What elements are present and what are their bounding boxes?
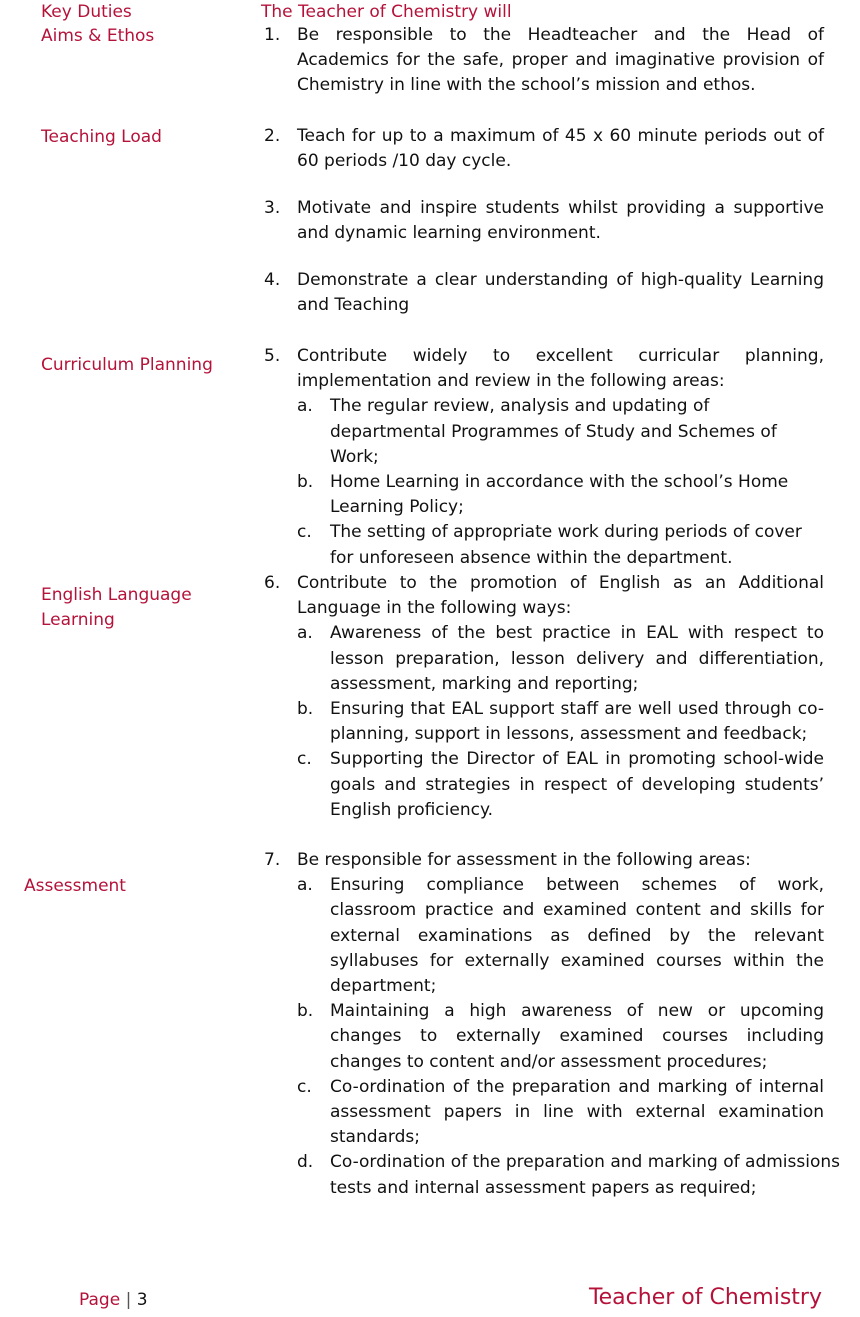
duty-item (264, 848, 844, 1201)
sub-text: Awareness of the best practice in EAL with respect to lesson preparation, lesson delivery and differentiation, assessment, marking and reporting; (330, 623, 824, 694)
heading-english-language: English Language (41, 585, 192, 605)
sub-text: Home Learning in accordance with the school’s Home Learning Policy; (330, 472, 789, 518)
duty-number: 2. (264, 126, 281, 146)
heading-teaching-load: Teaching Load (41, 127, 162, 147)
sub-letter: b. (297, 699, 314, 720)
sub-text: Maintaining a high awareness of new or upcoming changes to externally examined courses including changes to content and/or assessment procedures; (330, 1001, 824, 1072)
sub-letter: c. (297, 1076, 312, 1097)
sub-letter: a. (297, 623, 313, 644)
document-title: Teacher of Chemistry (588, 1285, 822, 1310)
sub-letter: c. (297, 522, 312, 543)
sub-text: The regular review, analysis and updating of departmental Programmes of Study and Schemes of Work; (330, 396, 777, 467)
sub-text: Co-ordination of the preparation and marking of internal assessment papers in line with external examination standards; (330, 1076, 824, 1148)
sub-item (297, 747, 824, 823)
page-number: 3 (136, 1290, 148, 1310)
sub-text: Ensuring that EAL support staff are well used through co-planning, support in lessons, assessment and feedback; (330, 699, 824, 745)
duty-text: Motivate and inspire students whilst providing a supportive and dynamic learning environment. (297, 198, 824, 244)
heading-key-duties: Key Duties (41, 2, 132, 22)
sub-item (297, 621, 824, 697)
sub-item (297, 873, 824, 999)
duty-item (264, 344, 824, 571)
sub-item (297, 1150, 844, 1200)
duty-text: Be responsible for assessment in the following areas: (297, 850, 751, 870)
sub-letter: b. (297, 472, 314, 493)
duty-number: 5. (264, 346, 281, 366)
page-indicator (79, 1288, 148, 1313)
duty-item (264, 571, 824, 823)
duty-item (264, 23, 824, 99)
duty-number: 1. (264, 25, 281, 45)
duty-text: Demonstrate a clear understanding of high-quality Learning and Teaching (297, 270, 824, 316)
duty-number: 7. (264, 850, 281, 870)
duty-number: 6. (264, 573, 281, 593)
intro-line: The Teacher of Chemistry will (261, 2, 512, 22)
sub-item (297, 697, 824, 747)
duty-item (264, 124, 824, 174)
sub-item (297, 520, 824, 570)
sub-letter: d. (297, 1152, 314, 1173)
sub-item (297, 999, 824, 1075)
duty-number: 4. (264, 270, 281, 290)
duty-text: Teach for up to a maximum of 45 x 60 minute periods out of 60 periods /10 day cycle. (297, 126, 824, 172)
sub-letter: a. (297, 875, 313, 896)
sub-item (297, 394, 824, 470)
sub-text: Co-ordination of the preparation and marking of admissions tests and internal assessment papers as required; (330, 1152, 840, 1198)
sub-letter: a. (297, 396, 313, 417)
page-separator: | (125, 1290, 132, 1310)
sub-letter: b. (297, 1001, 314, 1022)
duty-item (264, 268, 824, 318)
duty-text: Be responsible to the Headteacher and the Head of Academics for the safe, proper and imaginative provision of Chemistry in line with the school’s mission and ethos. (297, 25, 824, 96)
duty-number: 3. (264, 198, 281, 218)
heading-english-learning: Learning (41, 610, 115, 630)
sub-item (297, 470, 824, 520)
page-label: Page (79, 1290, 121, 1310)
sub-text: Ensuring compliance between schemes of work, classroom practice and examined content and skills for external examinations as defined by the relevant syllabuses for externally examined courses within the department; (330, 875, 824, 997)
duty-item (264, 196, 824, 246)
heading-assessment: Assessment (24, 876, 126, 896)
duty-text: Contribute widely to excellent curricular planning, implementation and review in the following areas: (297, 346, 824, 392)
duty-text: Contribute to the promotion of English as an Additional Language in the following ways: (297, 573, 824, 619)
sub-text: Supporting the Director of EAL in promoting school-wide goals and strategies in respect of developing students’ English proficiency. (330, 749, 824, 820)
sub-letter: c. (297, 749, 312, 770)
sub-text: The setting of appropriate work during periods of cover for unforeseen absence within the department. (330, 522, 802, 568)
heading-curriculum-planning: Curriculum Planning (41, 355, 213, 375)
heading-aims-ethos: Aims & Ethos (41, 26, 155, 46)
sub-item (297, 1075, 824, 1151)
